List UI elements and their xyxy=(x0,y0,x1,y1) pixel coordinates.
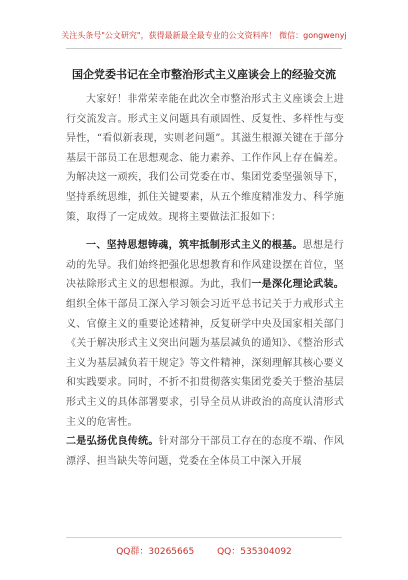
header-divider xyxy=(66,48,342,49)
section-1-bold: 一是深化理论武装。 xyxy=(251,279,345,291)
footer-qq-group: QQ群：30265665 xyxy=(116,547,195,557)
document-body xyxy=(66,90,344,471)
footer xyxy=(0,544,408,557)
document-title: 国企党委书记在全市整治形式主义座谈会上的经验交流 xyxy=(72,68,336,81)
footer-divider xyxy=(66,537,342,538)
section-2-text: 针对部分干部员工存在的态度不端、作风漂浮、担当缺失等问题，党委在全体员工中深入开展 xyxy=(66,436,345,467)
section-2-paragraph xyxy=(66,432,344,471)
section-1-text-a: 思想是行动的先导。我们始终把强化思想教育和作风建设摆在首位，坚决祛除形式主义的思想根源。为此，我们 xyxy=(66,240,345,291)
section-2-bold: 二是弘扬优良传统。 xyxy=(66,436,159,448)
intro-paragraph: 大家好！非常荣幸能在此次全市整治形式主义座谈会上进行交流发言。形式主义问题具有顽固性、反复性、多样性与变异性，“看似新表现，实则老问题”。其滋生根源关键在于部分基层干部员工在思想观念、能力素养、工作作风上存在偏差。为解决这一顽疾，我们公司党委在市、集团党委坚强领导下，坚持系统思维，抓住关键要素，从五个维度精准发力、科学施策，取得了一定成效。现将主要做法汇报如下： xyxy=(66,94,344,223)
section-1-heading: 一、坚持思想铸魂，筑牢抵制形式主义的根基。 xyxy=(86,240,303,252)
footer-qq: QQ：535304092 xyxy=(217,547,292,557)
section-1-paragraph xyxy=(66,236,344,432)
header-banner: 关注头条号"公文研究"，获得最新最全最专业的公文资料库！ 微信：gongwenyj xyxy=(61,31,347,40)
section-1-text-b: 组织全体干部员工深入学习领会习近平总书记关于力戒形式主义、官僚主义的重要论述精神，反复研学中央及国家相关部门《关于解决形式主义突出问题为基层减负的通知》、《整治形式主义为基层减负若干规定》等文件精神，深刻理解其核心要义和实践要求。同时，不折不扣贯彻落实集团党委关于整治基层形式主义的具体部署要求，引导全员从讲政治的高度认清形式主义的危害性。 xyxy=(66,298,344,428)
